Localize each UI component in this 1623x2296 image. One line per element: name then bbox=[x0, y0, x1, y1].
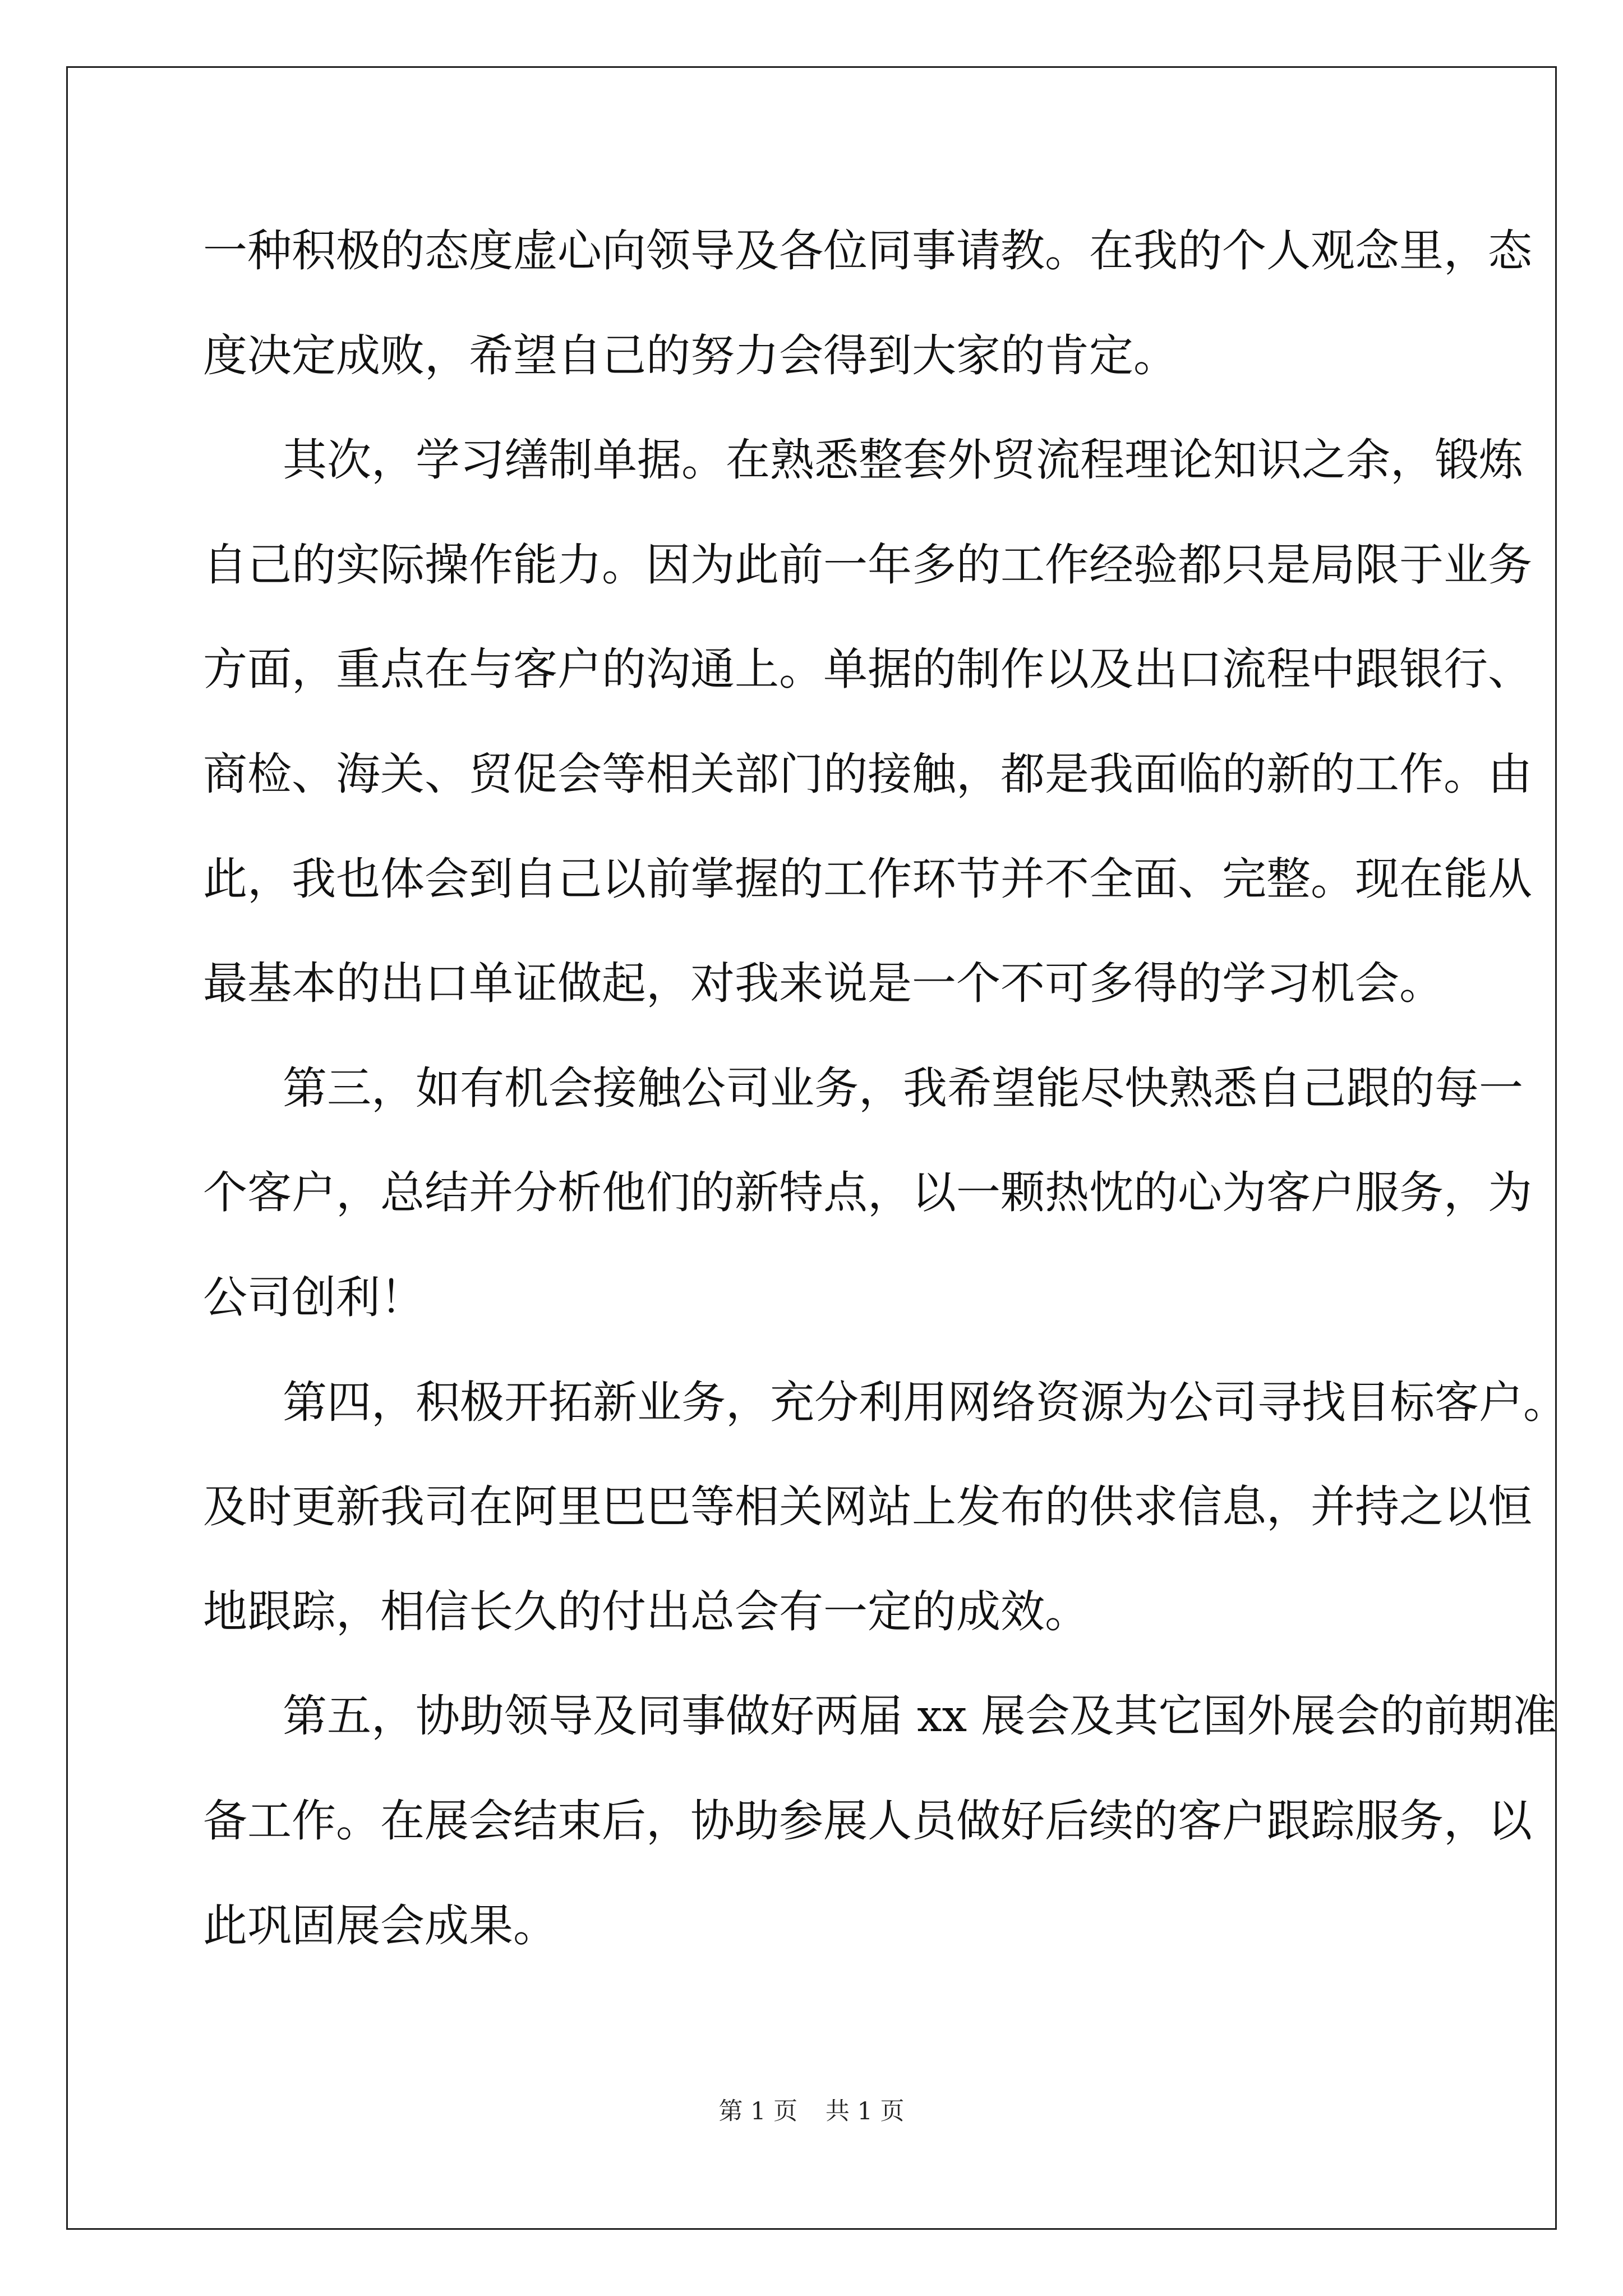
page-total: 共 1 页 bbox=[825, 2097, 905, 2125]
page-number: 第 1 页 bbox=[718, 2097, 798, 2125]
text-line: 此，我也体会到自己以前掌握的工作环节并不全面、完整。现在能从 bbox=[203, 853, 1532, 905]
text-line: 个客户，总结并分析他们的新特点，以一颗热忱的心为客户服务，为 bbox=[203, 1167, 1532, 1219]
text-line: 备工作。在展会结束后，协助参展人员做好后续的客户跟踪服务，以 bbox=[203, 1795, 1532, 1847]
text-line: 及时更新我司在阿里巴巴等相关网站上发布的供求信息，并持之以恒 bbox=[203, 1481, 1532, 1533]
text-line: 一种积极的态度虚心向领导及各位同事请教。在我的个人观念里，态 bbox=[203, 225, 1532, 277]
page-footer bbox=[0, 2092, 1623, 2127]
text-line: 度决定成败，希望自己的努力会得到大家的肯定。 bbox=[203, 329, 1178, 381]
text-line: 自己的实际操作能力。因为此前一年多的工作经验都只是局限于业务 bbox=[203, 539, 1532, 591]
paragraph-start-line: 第三，如有机会接触公司业务，我希望能尽快熟悉自己跟的每一 bbox=[283, 1062, 1523, 1114]
document-body bbox=[203, 214, 1567, 1994]
text-line: 最基本的出口单证做起，对我来说是一个不可多得的学习机会。 bbox=[203, 958, 1444, 1010]
paragraph-start-line: 第四，积极开拓新业务，充分利用网络资源为公司寻找目标客户。 bbox=[283, 1376, 1567, 1428]
text-line: 地跟踪，相信长久的付出总会有一定的成效。 bbox=[203, 1585, 1089, 1637]
text-line: 商检、海关、贸促会等相关部门的接触，都是我面临的新的工作。由 bbox=[203, 748, 1532, 800]
text-line: 方面，重点在与客户的沟通上。单据的制作以及出口流程中跟银行、 bbox=[203, 643, 1532, 696]
text-line: 公司创利！ bbox=[203, 1271, 425, 1323]
text-line: 此巩固展会成果。 bbox=[203, 1899, 557, 1952]
paragraph-start-line: 第五，协助领导及同事做好两届 xx 展会及其它国外展会的前期准 bbox=[283, 1690, 1557, 1742]
paragraph-start-line: 其次，学习缮制单据。在熟悉整套外贸流程理论知识之余，锻炼 bbox=[283, 434, 1523, 486]
